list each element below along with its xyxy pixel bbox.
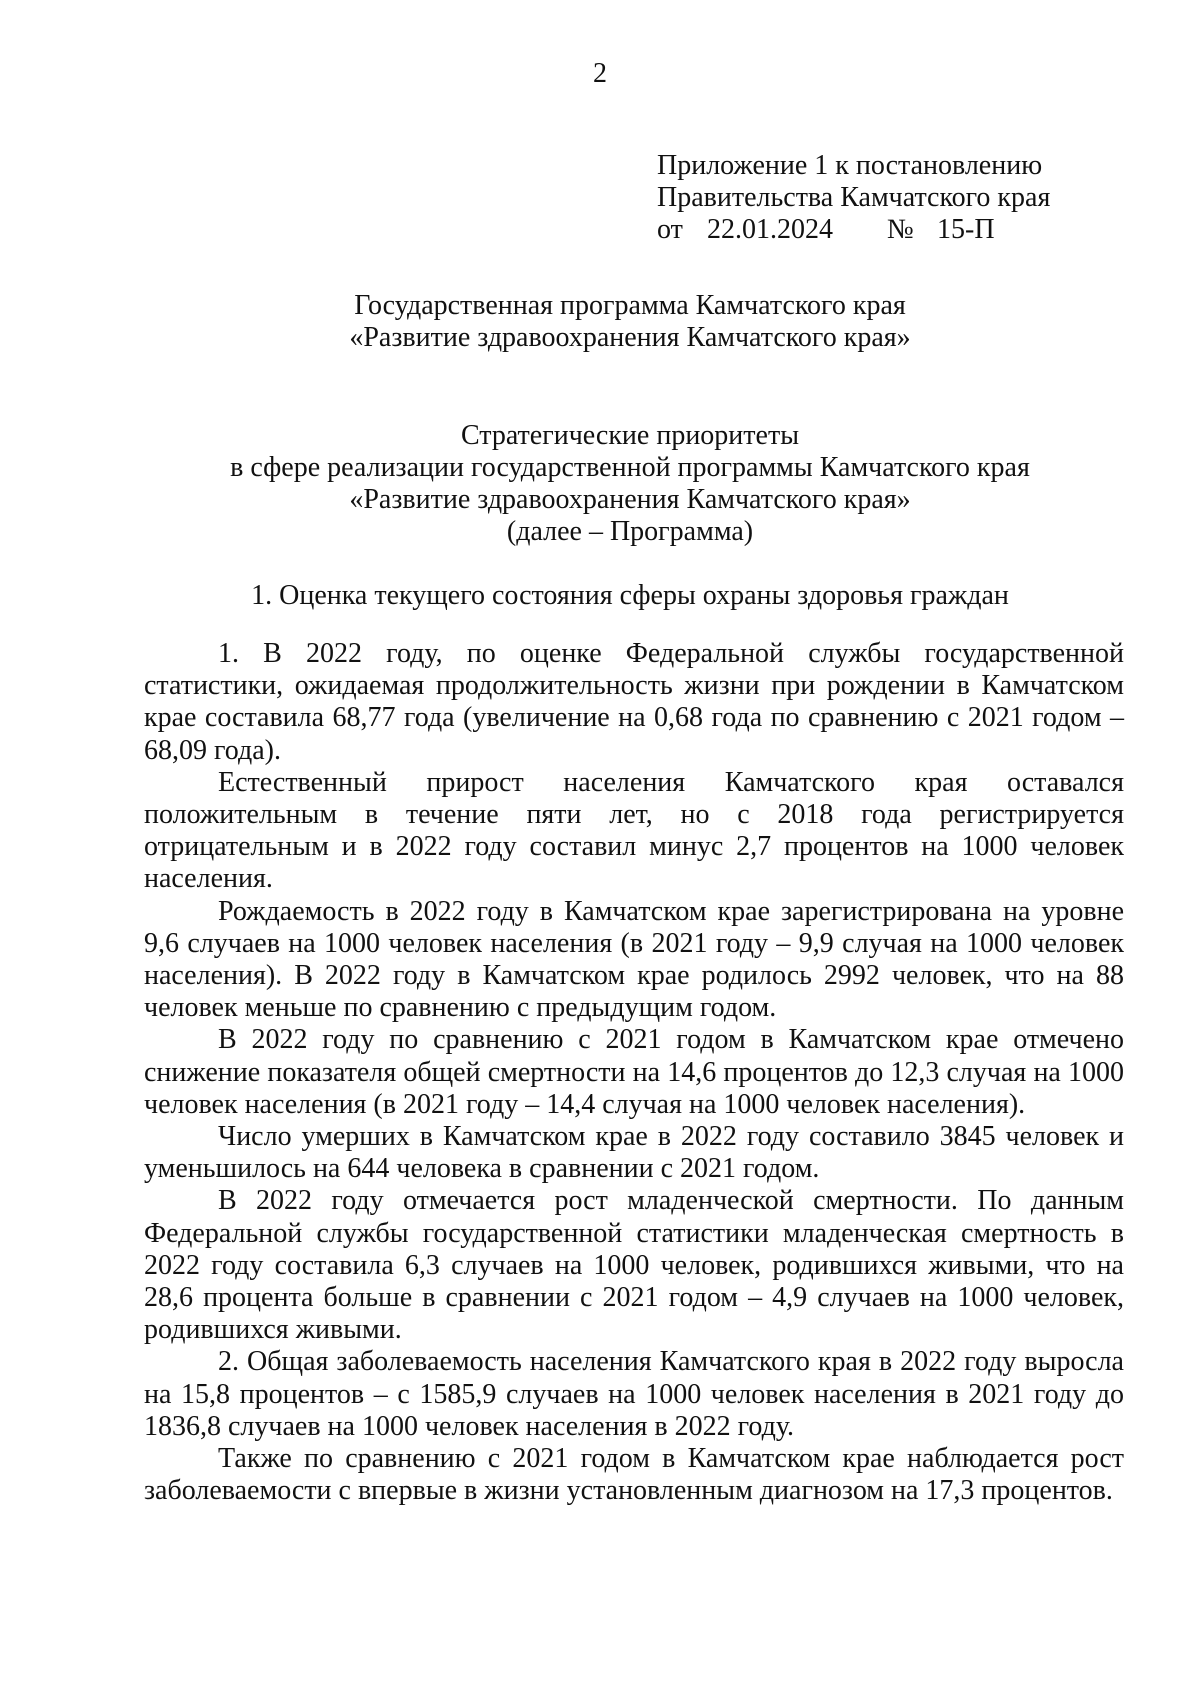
paragraph: Также по сравнению с 2021 годом в Камчатском крае наблюдается рост заболеваемости с впервые в жизни установленным диагнозом на 17,3 процентов. — [144, 1443, 1124, 1507]
priorities-line-4: (далее – Программа) — [506, 516, 754, 547]
paragraph: 1. В 2022 году, по оценке Федеральной службы государственной статистики, ожидаемая продолжительность жизни при рождении в Камчатском крае составила 68,77 года (увеличение на 0,68 года по сравнению с 2021 годом – 68,09 года). — [144, 638, 1124, 766]
approval-number: 15-П — [937, 214, 995, 245]
paragraph: В 2022 году отмечается рост младенческой смертности. По данным Федеральной службы государственной статистики младенческая смертность в 2022 году составила 6,3 случаев на 1000 человек, родившихся живыми, что на 28,6 процента больше в сравнении с 2021 годом – 4,9 случаев на 1000 человек, родившихся живыми. — [144, 1185, 1124, 1346]
paragraph: 2. Общая заболеваемость населения Камчатского края в 2022 году выросла на 15,8 процентов – с 1585,9 случаев на 1000 человек населения в 2021 году до 1836,8 случаев на 1000 человек населения в 2022 году. — [144, 1346, 1124, 1442]
paragraph: В 2022 году по сравнению с 2021 годом в Камчатском крае отмечено снижение показателя общей смертности на 14,6 процентов до 12,3 случая на 1000 человек населения (в 2021 году – 14,4 случая на 1000 человек населения). — [144, 1024, 1124, 1120]
approval-date: 22.01.2024 — [707, 214, 833, 245]
paragraph: Естественный прирост населения Камчатского края оставался положительным в течение пяти лет, но с 2018 года регистрируется отрицательным и в 2022 году составил минус 2,7 процентов на 1000 человек населения. — [144, 766, 1124, 895]
approval-line-1: Приложение 1 к постановлению — [657, 150, 1043, 181]
priorities-line-2: в сфере реализации государственной программы Камчатского края — [230, 452, 1030, 483]
priorities-heading — [110, 420, 1150, 548]
program-title — [110, 290, 1150, 354]
body-text — [144, 638, 1124, 1507]
program-title-line-2: «Развитие здравоохранения Камчатского края» — [349, 322, 911, 353]
paragraph: Число умерших в Камчатском крае в 2022 году составило 3845 человек и уменьшилось на 644 человека в сравнении с 2021 годом. — [144, 1121, 1124, 1185]
priorities-line-1: Стратегические приоритеты — [460, 420, 800, 451]
page-number: 2 — [593, 58, 607, 89]
program-title-line-1: Государственная программа Камчатского края — [354, 290, 906, 321]
paragraph: Рождаемость в 2022 году в Камчатском крае зарегистрирована на уровне 9,6 случаев на 1000 человек населения (в 2021 году – 9,9 случая на 1000 человек населения). В 2022 году в Камчатском крае родилось 2992 человек, что на 88 человек меньше по сравнению с предыдущим годом. — [144, 895, 1124, 1024]
approval-block — [657, 150, 1137, 246]
approval-reference — [657, 214, 1137, 246]
approval-number-label: № — [887, 214, 914, 245]
section-heading: 1. Оценка текущего состояния сферы охраны здоровья граждан — [251, 580, 1009, 611]
priorities-line-3: «Развитие здравоохранения Камчатского края» — [349, 484, 911, 515]
approval-from-label: от — [657, 214, 683, 245]
approval-line-2: Правительства Камчатского края — [657, 182, 1051, 213]
